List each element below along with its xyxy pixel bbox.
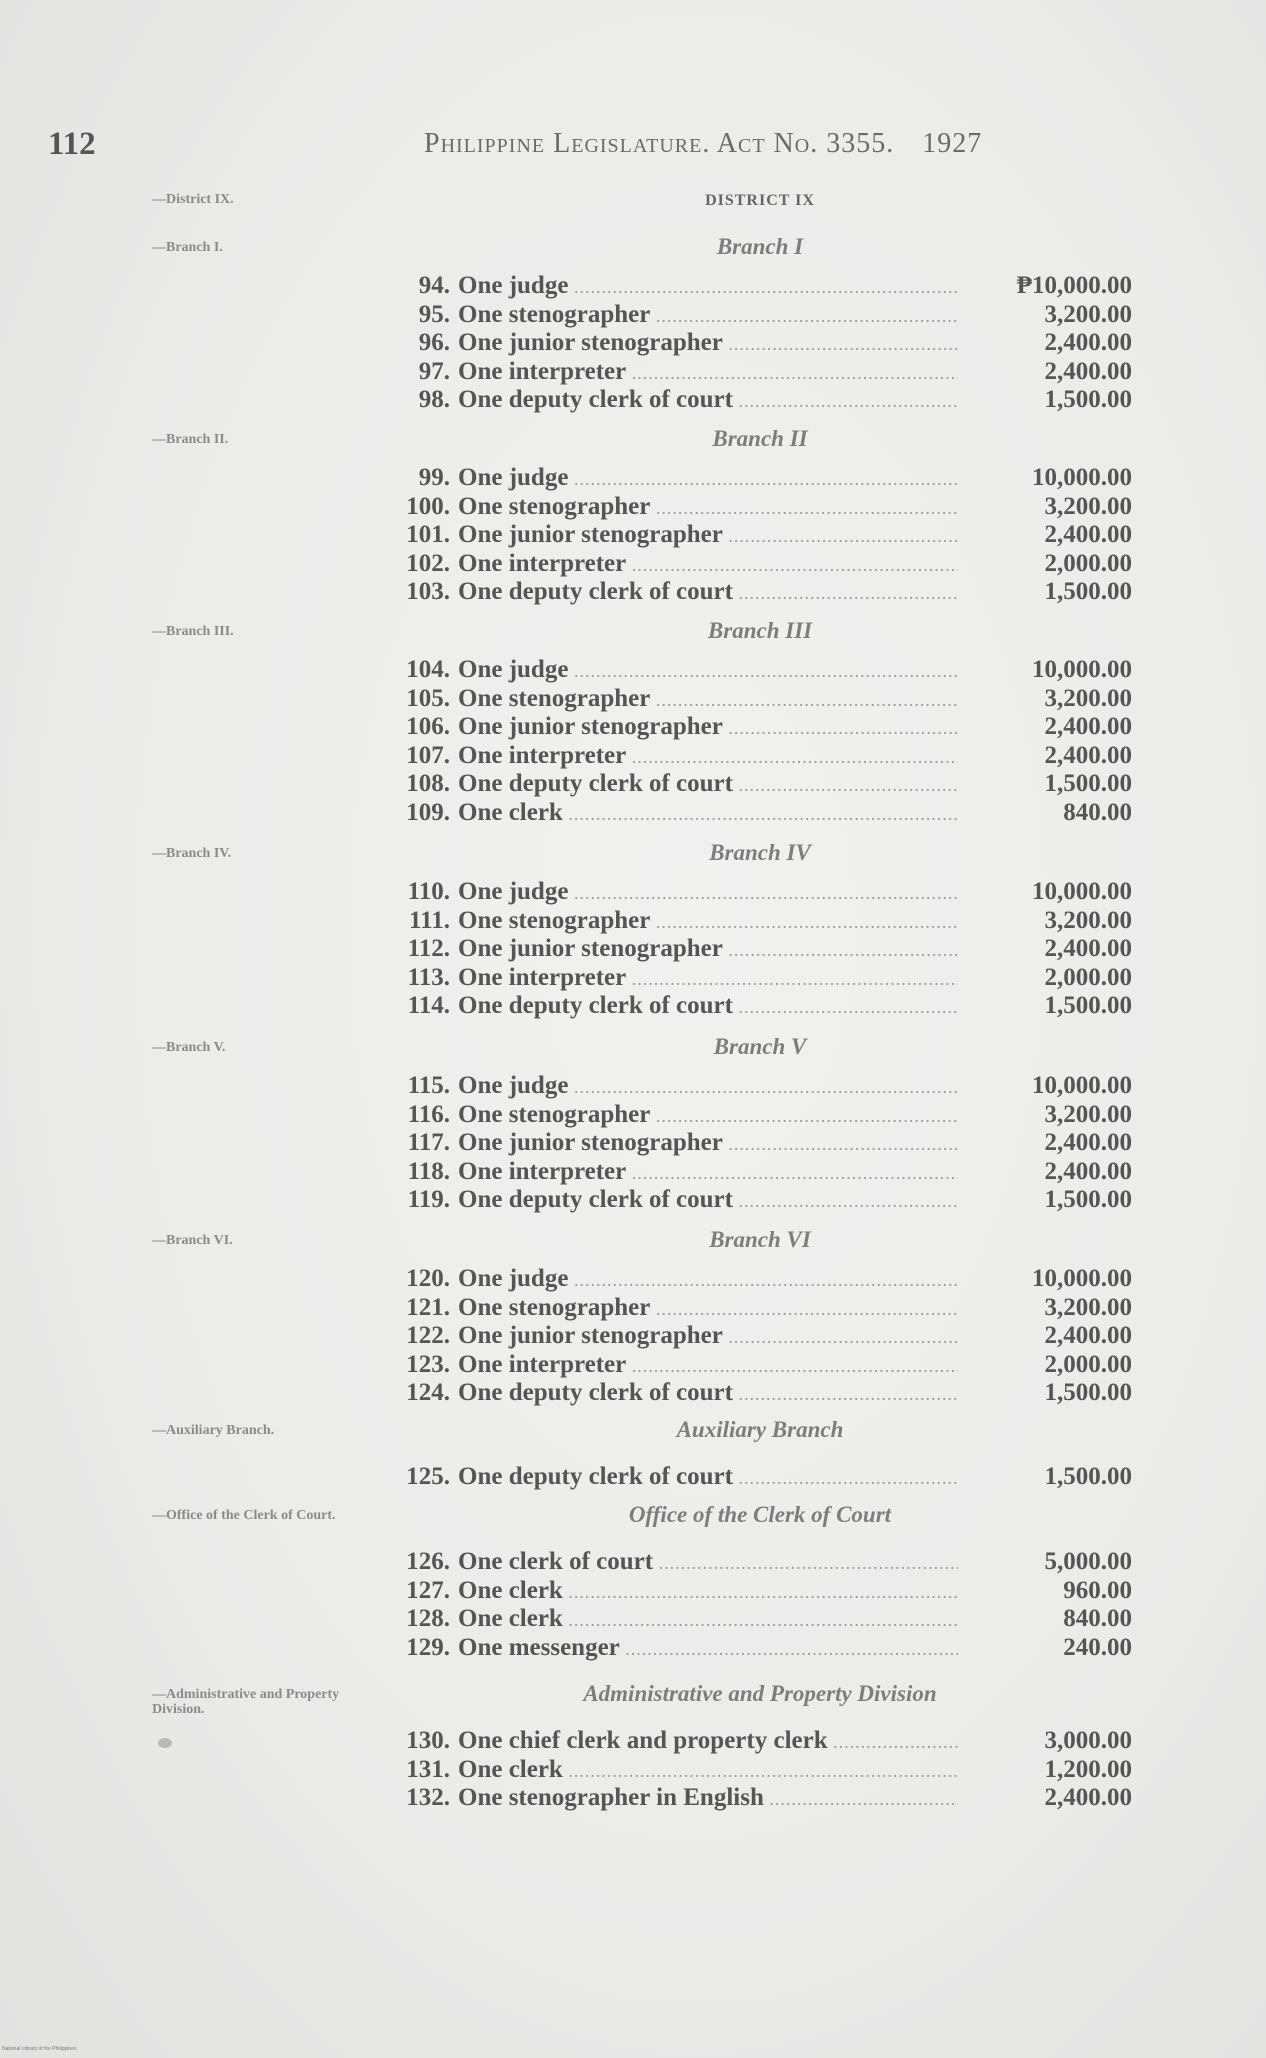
item-amount: 960.00 — [1063, 1576, 1132, 1604]
line-item — [372, 301, 1172, 330]
item-description: One junior stenographer ..... — [458, 1129, 958, 1157]
item-amount: 2,400.00 — [1044, 329, 1132, 356]
section-margin-note: —Administrative and Property Division. — [152, 1687, 340, 1717]
item-amount: 2,400.00 — [1044, 713, 1132, 740]
item-amount: 3,200.00 — [1044, 1293, 1132, 1321]
section-margin-note: —Branch I. — [152, 240, 223, 255]
item-description: One judge ..... — [458, 1265, 958, 1293]
section-heading: Office of the Clerk of Court — [628, 1502, 892, 1527]
item-amount: 3,200.00 — [1044, 906, 1132, 934]
item-description: One deputy clerk of court ..... — [458, 578, 958, 606]
item-number: 112. — [407, 935, 450, 962]
item-number: 119. — [407, 1186, 450, 1213]
item-amount: 2,400.00 — [1044, 1322, 1132, 1349]
district-heading: DISTRICT IX — [705, 192, 815, 209]
section-heading: Branch I — [716, 234, 804, 259]
item-number: 120. — [406, 1265, 450, 1292]
line-item — [372, 1158, 1172, 1187]
item-amount: 1,200.00 — [1044, 1755, 1132, 1783]
item-number: 124. — [406, 1379, 450, 1406]
item-description: One judge ..... — [458, 1072, 958, 1100]
item-amount: 3,200.00 — [1044, 300, 1132, 328]
line-item — [372, 1294, 1172, 1323]
section-heading: Branch III — [707, 618, 813, 643]
section-heading: Branch VI — [709, 1227, 811, 1252]
section-heading: Administrative and Property Division — [583, 1681, 937, 1706]
item-number: 95. — [418, 300, 450, 328]
line-item — [372, 386, 1172, 415]
item-description: One clerk ..... — [458, 1577, 958, 1605]
item-description: One junior stenographer ..... — [458, 329, 958, 357]
item-number: 105. — [406, 684, 450, 712]
line-item — [372, 1727, 1172, 1756]
section-margin-note: —Branch III. — [152, 624, 234, 639]
item-description: One judge ..... — [458, 878, 958, 906]
item-number: 118. — [407, 1157, 450, 1185]
item-description: One stenographer ..... — [458, 493, 958, 521]
item-amount: 10,000.00 — [1032, 878, 1132, 905]
item-amount: 10,000.00 — [1032, 464, 1132, 491]
scan-footer-note: National Library of the Philippines — [2, 2046, 77, 2052]
item-description: One messenger ..... — [458, 1634, 958, 1662]
item-number: 107. — [406, 741, 450, 769]
item-number: 128. — [406, 1605, 450, 1632]
item-amount: 1,500.00 — [1044, 386, 1132, 413]
item-description: One stenographer ..... — [458, 1294, 958, 1322]
item-amount: 1,500.00 — [1044, 1379, 1132, 1406]
section-margin-note: —Branch IV. — [152, 846, 232, 861]
section-margin-note: —Branch VI. — [152, 1233, 233, 1248]
item-number: 125. — [406, 1463, 450, 1490]
item-amount: 2,000.00 — [1044, 1350, 1132, 1378]
item-number: 113. — [407, 963, 450, 991]
item-number: 115. — [407, 1072, 450, 1099]
section-margin-note: —Office of the Clerk of Court. — [152, 1508, 336, 1523]
item-number: 99. — [418, 464, 450, 491]
item-description: One junior stenographer ..... — [458, 1322, 958, 1350]
page-number: 112 — [48, 126, 96, 162]
item-description: One clerk ..... — [458, 1605, 958, 1633]
item-amount: 3,200.00 — [1044, 492, 1132, 520]
line-item — [372, 1605, 1172, 1634]
item-amount: 2,000.00 — [1044, 549, 1132, 577]
line-item — [372, 578, 1172, 607]
item-description: One interpreter ..... — [458, 358, 958, 386]
line-item — [372, 799, 1172, 828]
item-description: One stenographer ..... — [458, 907, 958, 935]
line-item — [372, 521, 1172, 550]
item-description: One interpreter ..... — [458, 1158, 958, 1186]
item-number: 100. — [406, 492, 450, 520]
line-item — [372, 907, 1172, 936]
item-amount: 2,400.00 — [1044, 357, 1132, 385]
item-number: 110. — [407, 878, 450, 905]
line-item — [372, 656, 1172, 685]
item-description: One deputy clerk of court ..... — [458, 770, 958, 798]
line-item — [372, 1129, 1172, 1158]
item-amount: 2,400.00 — [1044, 1157, 1132, 1185]
item-number: 121. — [406, 1293, 450, 1321]
item-description: One judge ..... — [458, 656, 958, 684]
item-description: One interpreter ..... — [458, 742, 958, 770]
item-amount: 3,000.00 — [1044, 1727, 1132, 1754]
line-item — [372, 493, 1172, 522]
line-item — [372, 1463, 1172, 1492]
item-amount: 5,000.00 — [1044, 1548, 1132, 1575]
item-number: 101. — [406, 521, 450, 548]
page-header — [48, 126, 1098, 166]
item-description: One junior stenographer ..... — [458, 713, 958, 741]
line-item — [372, 1577, 1172, 1606]
item-number: 130. — [406, 1727, 450, 1754]
line-item — [372, 550, 1172, 579]
item-description: One stenographer in English ..... — [458, 1784, 958, 1812]
line-item — [372, 329, 1172, 358]
section-margin-note: —Branch II. — [152, 432, 229, 447]
line-item — [372, 1548, 1172, 1577]
line-item — [372, 1634, 1172, 1663]
scan-smudge — [158, 1738, 172, 1748]
district-margin-note: —District IX. — [152, 192, 234, 207]
line-item — [372, 992, 1172, 1021]
item-number: 114. — [407, 992, 450, 1019]
item-number: 106. — [406, 713, 450, 740]
section-heading: Branch V — [713, 1034, 807, 1059]
item-number: 97. — [418, 357, 450, 385]
item-amount: 840.00 — [1063, 798, 1132, 826]
item-description: One chief clerk and property clerk ..... — [458, 1727, 958, 1755]
line-item — [372, 685, 1172, 714]
line-item — [372, 770, 1172, 799]
item-amount: 10,000.00 — [1032, 1265, 1132, 1292]
running-head — [424, 128, 982, 160]
item-amount: 840.00 — [1063, 1605, 1132, 1632]
section-heading: Branch II — [712, 426, 808, 451]
item-number: 117. — [407, 1129, 450, 1156]
item-number: 98. — [418, 386, 450, 413]
item-description: One clerk ..... — [458, 1756, 958, 1784]
item-description: One deputy clerk of court ..... — [458, 386, 958, 414]
item-number: 126. — [406, 1548, 450, 1575]
item-amount: 1,500.00 — [1044, 992, 1132, 1019]
item-number: 127. — [406, 1576, 450, 1604]
item-amount: 2,400.00 — [1044, 1784, 1132, 1811]
item-amount: 1,500.00 — [1044, 578, 1132, 605]
item-description: One stenographer ..... — [458, 301, 958, 329]
line-item — [372, 272, 1172, 301]
running-head-year: 1927 — [922, 128, 983, 159]
item-description: One stenographer ..... — [458, 1101, 958, 1129]
item-number: 131. — [406, 1755, 450, 1783]
section-heading: Branch IV — [709, 840, 811, 865]
item-amount: 1,500.00 — [1044, 1463, 1132, 1490]
item-number: 111. — [409, 906, 450, 934]
item-amount: 2,400.00 — [1044, 741, 1132, 769]
item-number: 102. — [406, 549, 450, 577]
section-margin-note: —Auxiliary Branch. — [152, 1423, 275, 1438]
item-amount: 240.00 — [1063, 1633, 1132, 1661]
line-item — [372, 1072, 1172, 1101]
item-description: One deputy clerk of court ..... — [458, 1463, 958, 1491]
item-description: One deputy clerk of court ..... — [458, 1186, 958, 1214]
item-number: 116. — [407, 1100, 450, 1128]
item-number: 109. — [406, 798, 450, 826]
item-description: One judge ..... — [458, 272, 958, 300]
line-item — [372, 878, 1172, 907]
item-number: 96. — [418, 329, 450, 356]
line-item — [372, 1101, 1172, 1130]
item-description: One deputy clerk of court ..... — [458, 992, 958, 1020]
item-amount: 2,000.00 — [1044, 963, 1132, 991]
item-amount: 1,500.00 — [1044, 770, 1132, 797]
item-number: 103. — [406, 578, 450, 605]
line-item — [372, 1756, 1172, 1785]
line-item — [372, 1379, 1172, 1408]
item-amount: 2,400.00 — [1044, 521, 1132, 548]
item-amount: 2,400.00 — [1044, 1129, 1132, 1156]
line-item — [372, 358, 1172, 387]
item-description: One junior stenographer ..... — [458, 935, 958, 963]
item-description: One interpreter ..... — [458, 1351, 958, 1379]
line-item — [372, 1322, 1172, 1351]
item-number: 123. — [406, 1350, 450, 1378]
item-amount: ₱10,000.00 — [1016, 272, 1132, 299]
item-number: 94. — [418, 272, 450, 299]
item-description: One deputy clerk of court ..... — [458, 1379, 958, 1407]
item-number: 132. — [406, 1784, 450, 1811]
item-description: One clerk of court ..... — [458, 1548, 958, 1576]
line-item — [372, 1186, 1172, 1215]
line-item — [372, 713, 1172, 742]
line-item — [372, 742, 1172, 771]
item-amount: 2,400.00 — [1044, 935, 1132, 962]
item-amount: 3,200.00 — [1044, 684, 1132, 712]
line-item — [372, 1784, 1172, 1813]
item-description: One judge ..... — [458, 464, 958, 492]
item-number: 122. — [406, 1322, 450, 1349]
item-amount: 10,000.00 — [1032, 1072, 1132, 1099]
line-item — [372, 464, 1172, 493]
item-number: 108. — [406, 770, 450, 797]
line-item — [372, 935, 1172, 964]
section-heading: Auxiliary Branch — [676, 1417, 844, 1442]
item-number: 129. — [406, 1633, 450, 1661]
item-description: One clerk ..... — [458, 799, 958, 827]
item-amount: 1,500.00 — [1044, 1186, 1132, 1213]
item-description: One stenographer ..... — [458, 685, 958, 713]
item-amount: 10,000.00 — [1032, 656, 1132, 683]
line-item — [372, 1265, 1172, 1294]
item-description: One junior stenographer ..... — [458, 521, 958, 549]
line-item — [372, 1351, 1172, 1380]
item-description: One interpreter ..... — [458, 550, 958, 578]
section-margin-note: —Branch V. — [152, 1040, 226, 1055]
line-item — [372, 964, 1172, 993]
item-number: 104. — [406, 656, 450, 683]
running-head-title: Philippine Legislature. Act No. 3355. — [424, 128, 895, 159]
item-amount: 3,200.00 — [1044, 1100, 1132, 1128]
item-description: One interpreter ..... — [458, 964, 958, 992]
